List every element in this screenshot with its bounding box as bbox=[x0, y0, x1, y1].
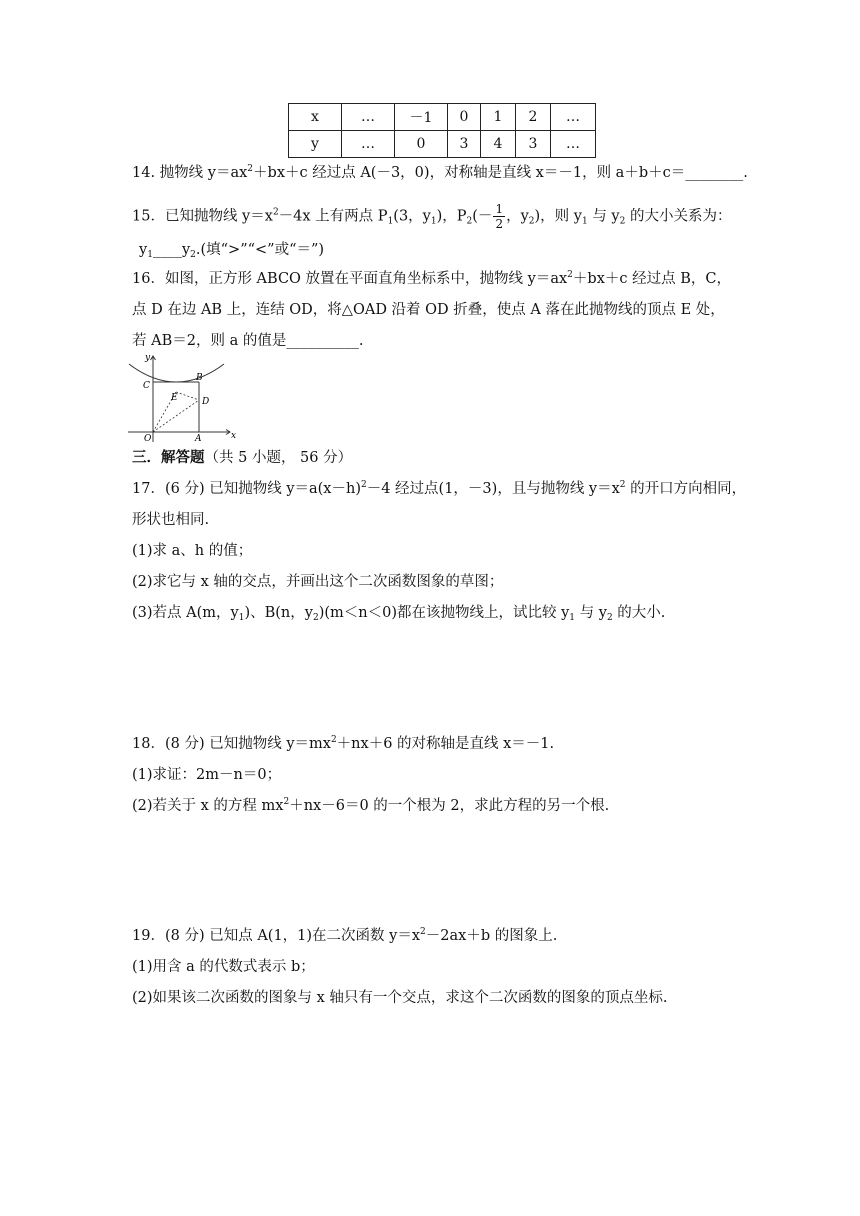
question-14: 14. 抛物线 $y=ax^2+bx+c$ 经过点 A(－3，0)，对称轴是直线 x＝－1，则 a＋b＋c＝________. bbox=[132, 164, 748, 181]
question-15: 15．已知抛物线 $y=x^2-4x$ 上有两点 $P_1(3$，$y_1$)，$P_2(-$ $\frac{1}{2}$ ，$y_2$)，则 $y_1$ 与 $y_2$ 的大小关系为： bbox=[132, 202, 732, 231]
question-16-line-1: 16．如图，正方形 ABCO 放置在平面直角坐标系中，抛物线 $y=ax^2+bx+c$ 经过点 B，C， bbox=[132, 270, 731, 287]
label-e: E bbox=[171, 393, 178, 403]
question-19-line-1: 19．(8 分) 已知点 A(1，1)在二次函数 $y=x^2-2ax+b$ 的图象上. bbox=[132, 927, 558, 944]
parabola-square-figure bbox=[126, 350, 238, 445]
label-b: B bbox=[196, 373, 203, 383]
question-19-part-2: (2)如果该二次函数的图象与 x 轴只有一个交点，求这个二次函数的图象的顶点坐标. bbox=[132, 990, 668, 1006]
segment-ed bbox=[176, 392, 199, 400]
table-cell: 2 bbox=[516, 104, 551, 131]
label-a: A bbox=[195, 434, 202, 444]
question-18-line-1: 18．(8 分) 已知抛物线 $y=mx^2+nx+6$ 的对称轴是直线 x＝－1. bbox=[132, 735, 555, 752]
question-19-part-1: (1)用含 a 的代数式表示 b； bbox=[132, 959, 315, 975]
table-cell: 0 bbox=[448, 104, 481, 131]
table-cell: 3 bbox=[516, 131, 551, 158]
table-cell: 4 bbox=[481, 131, 516, 158]
label-y: y bbox=[145, 353, 151, 363]
segment-od bbox=[153, 400, 199, 432]
table-cell: … bbox=[551, 131, 596, 158]
table-cell: … bbox=[342, 131, 395, 158]
table-cell: x bbox=[289, 104, 342, 131]
question-15-line-2: $y_1\_\_\_\_y_2$.(填“>”“<”或“＝”) bbox=[139, 242, 325, 260]
table-cell: 3 bbox=[448, 131, 481, 158]
question-17-part-3: (3)若点 A(m，$y_1$)、B(n，$y_2)(m<n<0)$都在该抛物线上，试比较 $y_1$ 与 $y_2$ 的大小. bbox=[132, 605, 666, 623]
value-table bbox=[288, 103, 596, 158]
question-17-part-1: (1)求 a、h 的值； bbox=[132, 543, 253, 559]
table-cell: －1 bbox=[395, 104, 448, 131]
label-d: D bbox=[202, 397, 210, 407]
label-x: x bbox=[231, 431, 237, 441]
question-16-line-3: 若 AB＝2，则 a 的值是__________. bbox=[132, 333, 364, 349]
question-18-part-1: (1)求证：2m－n＝0； bbox=[132, 767, 282, 783]
question-18-part-2: (2)若关于 x 的方程 $mx^2+nx-6=0$ 的一个根为 2，求此方程的另一个根. bbox=[132, 797, 610, 814]
fraction: $\frac{1}{2}$ bbox=[495, 202, 504, 231]
label-o: O bbox=[144, 434, 152, 444]
table-cell: 0 bbox=[395, 131, 448, 158]
parabola-curve bbox=[129, 364, 224, 382]
question-17-line-2: 形状也相同. bbox=[132, 512, 210, 528]
question-17-line-1: 17．(6 分) 已知抛物线 $y=a(x-h)^2-4$ 经过点(1，－3)，且与抛物线 $y=x^2$ 的开口方向相同， bbox=[132, 480, 747, 497]
label-c: C bbox=[143, 381, 150, 391]
table-row bbox=[289, 131, 596, 158]
table-cell: … bbox=[551, 104, 596, 131]
table-cell: … bbox=[342, 104, 395, 131]
table-cell: 1 bbox=[481, 104, 516, 131]
question-17-part-2: (2)求它与 x 轴的交点，并画出这个二次函数图象的草图； bbox=[132, 574, 504, 590]
question-16-line-2: 点 D 在边 AB 上，连结 OD，将△OAD 沿着 OD 折叠，使点 A 落在此抛物线的顶点 E 处， bbox=[132, 302, 725, 318]
section-heading: 三．解答题（共 5 小题， 56 分） bbox=[132, 449, 353, 466]
table-row bbox=[289, 104, 596, 131]
table-cell: y bbox=[289, 131, 342, 158]
